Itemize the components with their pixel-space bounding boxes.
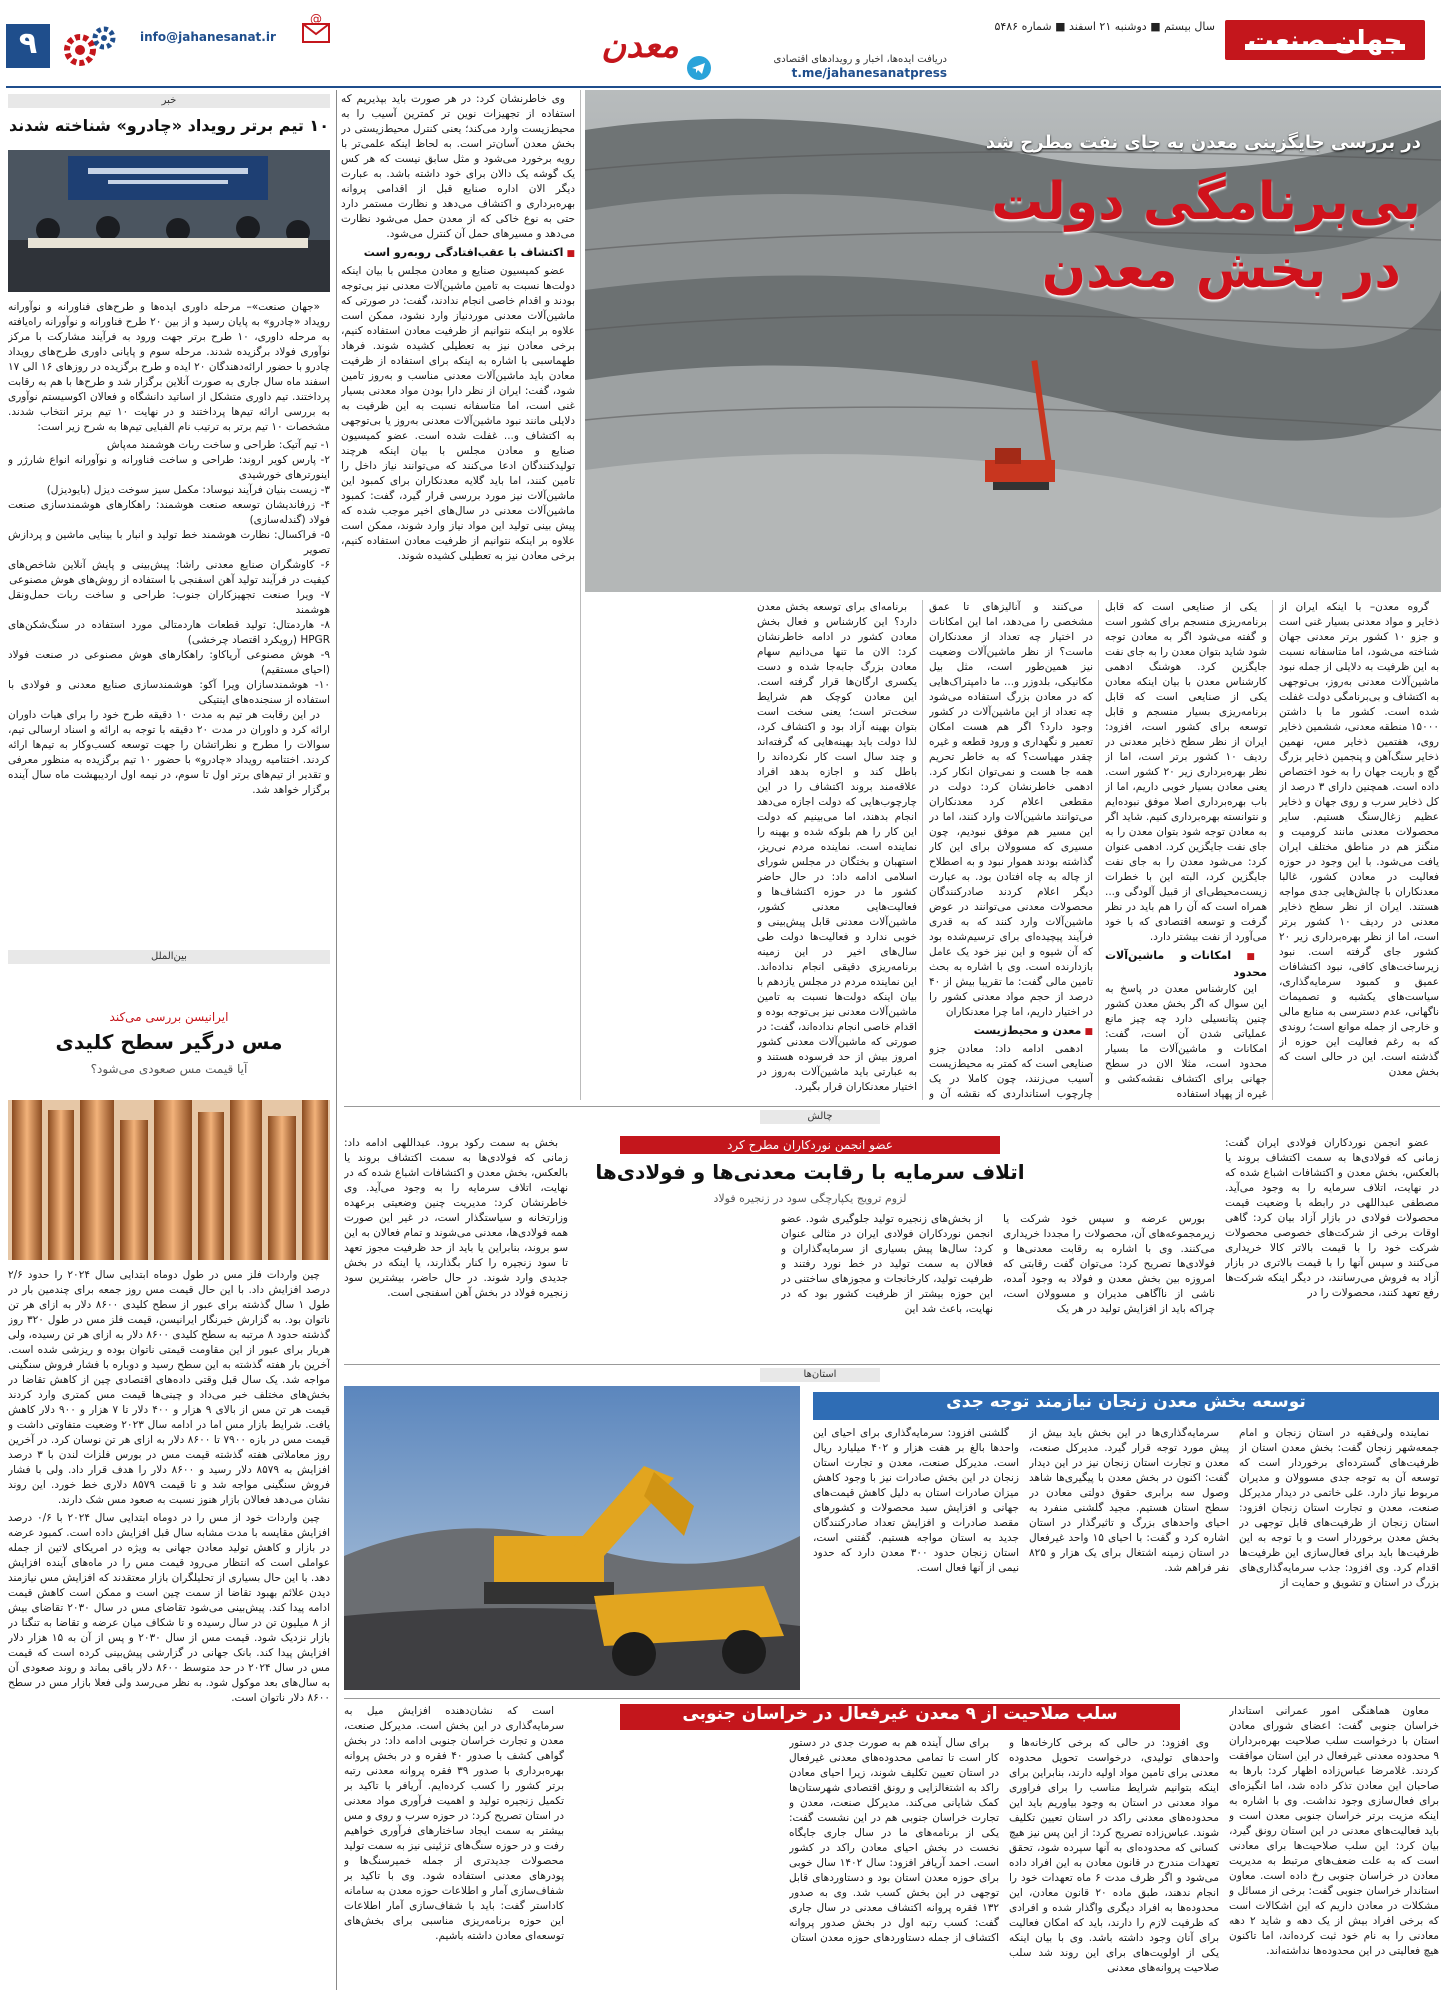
khorasan-column-3 <box>789 1736 999 1992</box>
mine-illustration <box>585 90 1441 592</box>
challenge-column-2 <box>1003 1212 1215 1356</box>
open-pit-mine-photo <box>585 90 1441 592</box>
lead-col5-text: وی خاطرنشان کرد: در هر صورت باید بپذیریم که استفاده از تجهیزات نوین تر کمترین آسیب را به محیط‌زیست وارد می‌کند؛ یعنی کنترل محیط‌زیستی در بخش معدن آسان‌تر است. به لحاظ اینکه علمی‌تر با رویه برخورد می‌شود و مثل سابق نیست که هر کس یک گوشه یک دالان برای خود داشته باشد. به عبارت دیگر الان اداره صنایع قبل از اقدامی پروانه بهره‌برداری و اکتشاف می‌دهد و نظارت مستمر دارد حتی به نوع خاکی که از معدن حمل می‌شود نظارت می‌دهد و مسیرهای حمل آن کنترل می‌شود. <box>341 93 575 240</box>
page-number: ۹ <box>18 26 38 61</box>
zanjan-column-1 <box>1239 1426 1439 1696</box>
lead-column-5 <box>341 92 575 1100</box>
newspaper-logo <box>1225 14 1425 66</box>
copper-headline: مس درگیر سطح کلیدی <box>55 1030 283 1054</box>
zanjan-col3-text: گلشنی افزود: سرمایه‌گذاری برای احیای این واحدها بالغ بر هفت هزار و ۴۰۲ میلیارد ریال است. مدیرکل صنعت، معدن و تجارت استان زنجان در این بخش صادرات نیز با وجود کاهش میزان صادرات استان به دلیل کاهش قیمت‌های جهانی و افزایش سبد محصولات و کشورهای مقصد صادرات و افزایش تعداد صادرکنندگان جدید به استان مواجه هستیم. گفتنی است، استان زنجان حدود ۳۰۰ معدن دارد که حدود نیمی از آنها فعال است. <box>813 1427 1019 1574</box>
excavator-truck-photo <box>344 1386 800 1690</box>
sidebar-body-text: «جهان صنعت»– مرحله داوری ایده‌ها و طرح‌های فناورانه و نوآورانه رویداد «چادرو» به پایان رسید و از بین ۲۰ طرح فناورانه و نوآورانه راه‌یافته به مرحله داوری، ۱۰ طرح برتر جهت ورود به فرآیند مشارکت با مرکز نوآوری فولاد برگزیده شدند. مرحله سوم و پایانی داوری طرح‌های رویداد چادرو با حضور ارائه‌دهندگان ۲۰ ایده و طرح برگزیده در روزهای ۱۶ الی ۱۷ اسفند ماه سال جاری به صورت آنلاین برگزار شد و طرح‌ها با هم به رقابت پرداختند. تیم داوری متشکل از اساتید دانشگاه و فعالان اکوسیستم نوآوری به بررسی ارائه تیم‌ها پرداختند و در نهایت ۱۰ تیم برتر انتخاب شدند. مشخصات ۱۰ تیم برتر به ترتیب نام الفبایی تیم‌ها به شرح زیر است: <box>8 301 330 433</box>
copper-body <box>8 1268 330 1990</box>
khorasan-col3-text: برای سال آینده هم به صورت جدی در دستور کار است تا تمامی محدوده‌های معدنی غیرفعال در استان تعیین تکلیف شوند، زیرا احیای معادن راکد به اشتغالزایی و رونق اقتصادی شهرستان‌ها کمک شایانی می‌کند. مدیرکل صنعت، معدن و تجارت خراسان جنوبی هم در این نشست گفت: یکی از برنامه‌های ما در سال جاری جایگاه نخست در بخش احیای معادن راکد در کشور است. احمد آریافر افزود: سال ۱۴۰۲ سال خوبی برای حوزه معدن استان بود و دستاوردهای قابل توجهی در این بخش کسب شد. وی به صدور ۱۳۲ فقره پروانه اکتشاف معدنی در سال جاری گفت: کسب رتبه اول در بخش صدور پروانه اکتشاف از جمله دستاوردهای حوزه معدن استان <box>789 1737 999 1944</box>
challenge-column-3 <box>781 1212 993 1356</box>
lead-column-4 <box>757 600 917 1100</box>
sidebar-list-item: ۲- پارس کویر اروند: طراحی و ساخت فناورانه و نوآورانه انواع شارژر و اینورترهای خورشیدی <box>8 454 330 481</box>
khorasan-col2-text: وی افزود: در حالی که برخی کارخانه‌ها و واحدهای تولیدی، درخواست تحویل محدوده معدنی برای تامین مواد اولیه دارند، بنابراین برای اینکه بتوانیم شرایط مناسب را برای فراوری مواد معدنی در استان به وجود بیاوریم باید این محدوده‌های معدنی راکد در استان تعیین تکلیف شوند. عباس‌زاده تصریح کرد: از این پس نیز هیچ کسانی که محدوده‌ای به آنها سپرده شود، تحقق تعهدات مندرج در قانون معادن به این افراد داده می‌شود و اگر ظرف مدت ۶ ماه تعهدات خود را انجام ندهند، طبق ماده ۲۰ قانون معادن، این محدوده‌ها به افراد دیگری واگذار شده و افرادی که ظرفیت لازم را دارند، باید که امکان فعالیت برای آنان وجود داشته باشد. وی با بیان اینکه یکی از اولویت‌های برای این روند شد سلب صلاحیت پروانه‌های معدنی <box>1009 1737 1219 1974</box>
challenge-col3-text: از بخش‌های زنجیره تولید جلوگیری شود. عضو انجمن نوردکاران فولادی ایران در مثالی عنوان کرد: سال‌ها پیش بسیاری از سرمایه‌گذاران و فعالان به سمت تولید در خط نورد رفتند و ظرفیت تولید، کارخانجات و مجوزهای ساختنی در این حوزه بیشتر از ظرفیت کشور بود که در نهایت، باعث شد این <box>781 1213 993 1315</box>
lead-headline-line1: بی‌برنامگی دولت <box>991 172 1421 232</box>
zanjan-column-3 <box>813 1426 1019 1696</box>
subhead-environment: ■ معدن و محیط‌زیست <box>929 1023 1093 1040</box>
copper-kicker: ایرانیسن بررسی می‌کند <box>109 1010 229 1024</box>
subhead-discovery: ■ اکتشاف با عقب‌افتادگی روبه‌رو است <box>341 245 575 262</box>
lead-column-1 <box>1279 600 1439 1100</box>
lead-col2-text: یکی از صنایعی است که قابل برنامه‌ریزی منسجم برای کشور است و گفته می‌شود اگر به معادن توجه شود شاید بتوان معدن را به جای نفت جایگزین کرد. هوشنگ ادهمی کارشناس معدن با بیان اینکه معادن یکی از صنایعی است که قابل برنامه‌ریزی بسیار منسجم و قابل توسعه برای کشور است، افزود: ایران از نظر سطح ذخایر معدنی در ردیف ۱۰ کشور برتر است، اما از نظر بهره‌برداری زیر ۲۰ کشور است. یعنی معادن بسیار خوبی داریم، اما از باب بهره‌برداری اصلا موفق نبوده‌ایم و نتوانسته بهره‌برداری کنیم. شاید اگر به معادن توجه شود بتوان معدن را به جای نفت جایگزین کرد. ادهمی عنوان کرد: می‌شود معدن را به جای نفت جایگزین کرد، البته این با خطرات زیست‌محیطی‌ای از قبیل آلودگی و... همراه است که آن را هم باید در نظر گرفت و توسعه اقتصادی که با خود می‌آورد از نفت بیشتر دارد. <box>1105 601 1267 943</box>
lead-col4-text: برنامه‌ای برای توسعه بخش معدن دارد؟ این کارشناس و فعال بخش معادن کشور در ادامه خاطرنشان کرد: الان ما تنها می‌دانیم سهام معادن بزرگ جابه‌جا شده و دست یکسری ارگان‌ها قرار گرفته است. این معادن کوچک هم شرایط سخت‌تر است؛ یعنی سخت است بتوان بهینه آزاد بود و اکتشاف کرد، لذا دولت باید بهینه‌هایی که گرفته‌اند و چند سال است کار نکرده‌اند را باطل کند و اجازه بدهد افراد علاقه‌مند بروند اکتشاف را در این چارچوب‌هایی که دولت اجازه می‌دهد انجام بدهند، اما می‌بینیم که دولت این کار را هم بلوکه شده و بهینه را نماینده است. نماینده مردم نی‌ریز، استهبان و بختگان در مجلس شورای اسلامی ادامه داد: در حال حاضر کشور ما در حوزه اکتشاف‌ها و فعالیت‌هایی معدنی کشور، ماشین‌آلات معدنی قابل پیش‌بینی و خوبی ندارد و فعالیت‌ها دولت طی سال‌های اخیر در این زمینه برنامه‌ریزی دقیقی انجام نداده‌اند. این نماینده مردم در مجلس یازدهم با بیان اینکه دولت‌ها نسبت به تامین ماشین‌آلات معدنی نیز بی‌توجه بوده و اقدام خاصی انجام نداده‌اند، گفت: در صورتی که ماشین‌آلات معدنی کشور امروز بیش از حد فرسوده هستند و به عبارتی باید ماشین‌آلات به‌روز در اختیار معدنکاران قرار بگیرد. <box>757 601 917 1093</box>
challenge-label: چالش <box>760 1110 880 1124</box>
email-address[interactable]: info@jahanesanat.ir <box>140 30 276 44</box>
lead-col2b-text: این کارشناس معدن در پاسخ به این سوال که اگر بخش معدن کشور چنین پتانسیلی دارد چه چیز مانع عملیاتی شدن آن است، گفت: امکانات و ماشین‌آلات ما بسیار محدود است، مثلا الان در سطح جهانی برای اکتشاف نقشه‌کشی و غیره از پهپاد استفاده <box>1105 983 1267 1100</box>
zanjan-col1-text: نماینده ولی‌فقیه در استان زنجان و امام جمعه‌شهر زنجان گفت: بخش معدن استان از ظرفیت‌های گسترده‌ای برخوردار است که توسعه آن به توجه جدی مسوولان و مدیران مربوط نیاز دارد. علی خاتمی در دیدار مدیرکل صنعت، معدن و تجارت استان زنجان افزود: استان زنجان از ظرفیت‌های قابل توجهی در بخش معدن برخوردار است و با توجه به این ظرفیت‌ها باید برای فعال‌سازی این ظرفیت‌ها اقدام کرد. وی افزود: جذب سرمایه‌گذاری‌های بزرگ در استان و تشویق و حمایت از <box>1239 1427 1439 1589</box>
lead-column-3 <box>929 600 1093 1100</box>
sidebar-list-item: ۴- زرفاندیشان توسعه صنعت هوشمند: راهکارهای هوشمندسازی صنعت فولاد (گندله‌سازی) <box>8 499 330 526</box>
sidebar-list-item: ۸- هاردمتال: تولید قطعات هاردمتالی مورد استفاده در سنگ‌شکن‌های HPGR (رویکرد اقتصاد چرخشی) <box>8 619 330 646</box>
sidebar-label: خبر <box>8 94 330 108</box>
challenge-column-4 <box>344 1136 568 1356</box>
challenge-col1-text: عضو انجمن نوردکاران فولادی ایران گفت: زمانی که فولادی‌ها به سمت اکتشاف بروند یا بالعکس، بخش معدن و اکتشافات اشباع شده که در نهایت، اتلاف سرمایه را به وجود می‌آید. مصطفی عبداللهی در رابطه با وضعیت قیمت محصولات فولادی در بازار آزاد بیان کرد: گاهی اوقات برخی از شرکت‌های خصوصی محصولات شرکت خود را با قیمت بالاتر کالا خریداری می‌کنند و سپس آنها را با قیمت بالاتری در بازار آزاد به فروش می‌رسانند، در دیگر اینکه شرکت‌ها رفع تعهد کنند، محصولات را در <box>1225 1137 1439 1299</box>
zanjan-col2-text: سرمایه‌گذاری‌ها در این بخش باید بیش از پیش مورد توجه قرار گیرد. مدیرکل صنعت، معدن و تجارت استان زنجان نیز در این دیدار گفت: اکنون در بخش معدن با پیگیری‌ها شاهد وصول سه برابری حقوق دولتی معادن در سطح استان هستیم. مجید گلشنی منفرد به احیای واحدهای بزرگ و تاثیرگذار در استان اشاره کرد و گفت: با احیای ۱۵ واحد غیرفعال در استان زمینه اشتغال برای یک هزار و ۸۲۵ نفر فراهم شد. <box>1029 1427 1229 1574</box>
svg-text:@: @ <box>310 14 322 26</box>
meeting-photo <box>8 150 330 292</box>
zanjan-headline: توسعه بخش معدن زنجان نیازمند توجه جدی <box>813 1392 1439 1420</box>
section-title: معدن <box>601 26 679 66</box>
sidebar-body2-text: در این رقابت هر تیم به مدت ۱۰ دقیقه طرح خود را برای هیات داوران ارائه کرد و داوران در مدت ۲۰ دقیقه با توجه به ارائه و اسناد ارسالی تیم، سوالات را مطرح و نظراتشان را جهت توسعه کسب‌وکار به تیم‌ها ارائه کردند. اختتامیه رویداد «چادرو» با حضور ۱۰ تیم برگزیده به منظور معرفی و تقدیر از تیم‌های برتر اول تا سوم، در نیمه اول اردیبهشت ماه سال آینده برگزار خواهد شد. <box>8 709 330 796</box>
lead-col3-text: می‌کنند و آنالیزهای تا عمق مشخصی را می‌دهد، اما این امکانات در اختیار چه تعداد از معدنکاران ماست؟ از نظر ماشین‌آلات وضعیت نیز همین‌طور است، مثل بیل مکانیکی، بلدوزر و... ما دامپتراک‌هایی که در معادن بزرگ استفاده می‌شود چه تعداد از این ماشین‌آلات در کشور وجود دارد؟ اگر هم هست امکان تعمیر و نگهداری و ورود قطعه و غیره چقدر مهیاست؟ که به خاطر تحریم همه جا هست و نمی‌توان انکار کرد. ادهمی خاطرنشان کرد: دولت در مقطعی اعلام کرد معدنکاران می‌توانند ماشین‌آلات وارد کنند، اما در این مسیر هم موفق نبودیم، چون مسیری که مسوولان برای این کار گذاشته بودند هموار نبود و به اصطلاح از چاله به چاه افتادن بود. به عبارت دیگر اعلام کردند صادرکنندگان محصولات معدنی می‌توانند در عوض ماشین‌آلات وارد کنند که به قدری فرآیند پیچیده‌ای برای ترسیم‌شده بود که آن شیوه و این نیز خود یک عامل بازدارنده است. وی با اشاره به بحث تامین مالی گفت: ما تقریبا بیش از ۴۰ درصد از حجم مواد معدنی کشور را در اختیار داریم، اما چرا معدنکاران <box>929 601 1093 1018</box>
sidebar-list-item: ۱۰- هوشمندسازان ویرا آکو: هوشمندسازی صنایع معدنی و فولادی با استفاده از سنجنده‌های اینتیکی <box>8 679 330 706</box>
copper-section-label: بین‌الملل <box>8 950 330 964</box>
lead-col3b-text: ادهمی ادامه داد: معادن جزو صنایعی است که کمتر به محیط‌زیست آسیب می‌زنند، چون کاملا در یک چارچوب استانداردی که نقشه آن و <box>929 1043 1093 1100</box>
email-icon <box>300 14 332 48</box>
sidebar-body <box>8 300 330 940</box>
telegram-link[interactable]: t.me/jahanesanatpress <box>791 66 947 80</box>
masthead <box>0 0 1447 88</box>
issue-line: سال بیستم ■ دوشنبه ۲۱ اسفند ■ شماره ۵۴۸۶ <box>994 20 1215 33</box>
copper-pipes-photo <box>8 1100 330 1260</box>
khorasan-column-1 <box>1229 1704 1439 1992</box>
sidebar-list-item: ۹- هوش مصنوعی آریاکاو: راهکارهای هوش مصنوعی در صنعت فولاد (احیای مستقیم) <box>8 649 330 676</box>
challenge-kicker: عضو انجمن نوردکاران مطرح کرد <box>620 1136 1000 1154</box>
challenge-headline: اتلاف سرمایه با رقابت معدنی‌ها و فولادی‌ها <box>595 1160 1025 1184</box>
zanjan-column-2 <box>1029 1426 1229 1696</box>
sidebar-list-item: ۱- تیم آتیک: طراحی و ساخت ربات هوشمند مه‌پاش <box>106 439 330 451</box>
lead-kicker: در بررسی جایگزینی معدن به جای نفت مطرح شد <box>985 132 1421 153</box>
copper-body2-text: چین واردات خود از مس را در دوماه ابتدایی سال ۲۰۲۴ با ۰/۶ درصد افزایش مقایسه با مدت مشابه سال قبل افزایش داده است. کمبود عرضه در بازار و کاهش تولید معادن جهانی به ویژه در امریکای لاتین از جمله عواملی است که انتظار می‌رود قیمت مس را در ماه‌های آینده افزایش دهد. با این حال بسیاری از تحلیلگران بازار معتقدند که افزایش مس نیازمند دیدن علائم بهبود تقاضا از سمت چین است و ممکن است کاهش قیمت ادامه پیدا کند. پیش‌بینی می‌شود تقاضای مس در سال ۲۰۳۰ تقاضای بیش از ۸ میلیون تن در سال رسیده و تا شکاف میان عرضه و تقاضا به تنگنا در بازار نزدیک شود. قیمت مس از سال ۲۰۳۰ و پس از آن به ۱۵ هزار دلار افزایش پیدا کند. بانک جهانی در گزارشی پیش‌بینی کرده است که قیمت مس در سال ۲۰۲۴ در حد متوسط ۸۶۰۰ دلار باقی بماند و روند صعودی آن به سال‌های بعد موکول شود. به نظر می‌رسد ولی فعلا بازار مس در سطح ۸۶۰۰ دلار ناتوان است. <box>8 1512 330 1704</box>
khorasan-column-4 <box>344 1704 564 1992</box>
sidebar-headline: ۱۰ تیم برتر رویداد «چادرو» شناخته شدند <box>9 116 329 135</box>
sidebar-list-item: ۳- زیست بنیان فرآیند نیوساد: مکمل سیز سوخت دیزل (بایودیزل) <box>46 484 330 496</box>
provinces-label: استان‌ها <box>760 1368 880 1382</box>
subhead-machinery: ■ امکانات و ماشین‌آلات محدود <box>1105 948 1267 980</box>
challenge-column-1 <box>1225 1136 1439 1356</box>
telegram-caption: دریافت ایده‌ها، اخبار و رویدادهای اقتصادی <box>773 54 947 65</box>
sidebar-list-item: ۶- کاوشگران صنایع معدنی راشا: پیش‌بینی و پایش آنلاین شاخص‌های کیفیت در فرآیند تولید آهن اسفنجی با استفاده از روش‌های هوش مصنوعی <box>8 559 330 586</box>
challenge-col4-text: بخش به سمت رکود برود. عبداللهی ادامه داد: زمانی که فولادی‌ها به سمت اکتشاف بروند یا بالعکس، بخش معدن و اکتشافات اشباع شده که در نهایت، اتلاف سرمایه را به وجود می‌آید. وی خاطرنشان کرد: مدیریت چنین وضعیتی برعهده وزارتخانه و سیاستگذار است، در غیر این صورت همه فولادی‌ها، معدنی می‌شوند و تمام فعالان به این سو بروند، بنابراین یا باید از حد ظرفیت مجوز تعهد تا سود زنجیره را کنار بگذارند، یا اینکه در بخش جدیدی وارد شوند. در حال حاضر، بیشترین سود زنجیره فولاد در بخش آهن اسفنجی است. <box>344 1137 568 1299</box>
logo-text: جهان صنعت <box>1247 26 1403 56</box>
lead-col5b-text: عضو کمیسیون صنایع و معادن مجلس با بیان اینکه دولت‌ها نسبت به تامین ماشین‌آلات معدنی نیز بی‌توجه بودند و اقدام خاصی انجام ندادند، گفت: در صورتی که ماشین‌آلات معدنی موردنیاز وارد نشود، ممکن است علاوه بر اینکه نتوانیم از ظرفیت معادن استفاده کنیم، برخی معادن نیز به تعطیلی کشیده شوند. فرهاد طهماسبی با اشاره به اینکه برای استفاده از ظرفیت معادن باید ماشین‌آلات معدنی مناسب و به‌روز تامین شود، گفت: ایران از نظر دارا بودن مواد معدنی بسیار غنی است، اما متاسفانه نسبت به این ظرفیت به دلایلی مانند نبود ماشین‌آلات معدنی به‌روز یا بی‌توجهی به اکتشاف و... غفلت شده است. عضو کمیسیون صنایع و معادن مجلس با بیان اینکه هرچند تولیدکنندگان ادعا می‌کنند که می‌توانند نیاز داخل را تامین کنند، اما باید گلایه معدنکاران برای کمبود این ماشین‌آلات نیز مورد بررسی قرار گیرد، گفت: کمبود ماشین‌آلات معدنی در سال‌های اخیر موجب شده که پیش بینی تولید این مواد نیاز وارد شوند، ممکن است علاوه بر اینکه نتوانیم از ظرفیت معادن استفاده کنیم، برخی معادن نیز به تعطیلی کشیده شوند. <box>341 265 575 562</box>
khorasan-headline: سلب صلاحیت از ۹ معدن غیرفعال در خراسان جنوبی <box>620 1704 1180 1730</box>
header-rule <box>6 86 1441 88</box>
sidebar-list-item: ۷- ویرا صنعت تجهیزکاران جنوب: طراحی و ساخت ربات حمل‌ونقل هوشمند <box>8 589 330 616</box>
gear-icon <box>58 22 118 72</box>
lead-column-2 <box>1105 600 1267 1100</box>
khorasan-col1-text: معاون هماهنگی امور عمرانی استاندار خراسان جنوبی گفت: اعضای شورای معادن استان با درخواست سلب صلاحیت بهره‌برداران ۹ محدوده معدنی غیرفعال در این استان موافقت کردند. غلامرضا عباس‌زاده اظهار کرد: بارها به صاحبان این معادن تذکر داده شد، اما انگیزه‌ای برای فعال‌سازی وجود نداشت. وی با اشاره به اینکه مزیت برتر خراسان جنوبی معدن است و باید فعالیت‌های معدنی در این استان رونق گیرد، بیان کرد: این سلب صلاحیت‌ها برای معادنی است که به علت ضعف‌های مرتبط به مدیریت معادن در خراسان جنوبی رخ داده است. معاون استاندار خراسان جنوبی گفت: برخی از مسائل و مشکلات در معادن داریم که این اشکالات است که برخی افراد بیش از یک دهه و شاید ۲ دهه معادنی را به نام خود ثبت کرده‌اند، اما تاکنون هیچ فعالیتی در این محدوده‌ها نداشته‌اند. <box>1229 1705 1439 1957</box>
challenge-col2-text: بورس عرضه و سپس خود شرکت یا زیرمجموعه‌های آن، محصولات را مجددا خریداری می‌کنند. وی با اشاره به رقابت معدنی‌ها و فولادی‌ها تصریح کرد: می‌توان گفت رقابتی که امروزه بین بخش معدن و فولاد به وجود آمده، ناشی از ناآگاهی مدیران و مسوولان است، چراکه باید از افزایش تولید در هر یک <box>1003 1213 1215 1315</box>
copper-subhead: آیا قیمت مس صعودی می‌شود؟ <box>90 1062 248 1076</box>
challenge-subhead: لزوم ترویج یکپارچگی سود در زنجیره فولاد <box>713 1192 907 1205</box>
lead-col1-text: گروه معدن– با اینکه ایران از ذخایر و مواد معدنی بسیار غنی است و جزو ۱۰ کشور برتر معدنی جهان شناخته می‌شود، اما متاسفانه نسبت به این ظرفیت به دلایلی از جمله نبود ماشین‌آلات معدنی به‌روز، بی‌توجهی به اکتشاف و بی‌برنامگی دولت غفلت شده است. کشور ما با داشتن ۱۵۰۰۰ منطقه معدنی، ششمین ذخایر روی، هفتمین ذخایر مس، نهمین ذخایر سنگ‌آهن و پنجمین ذخایر بزرگ گچ و باریت جهان را به خود اختصاص داده است. همچنین دارای ۳ درصد از کل ذخایر سرب و روی جهان و ذخایر عظیم زغال‌سنگ هستیم. سایر محصولات معدنی مانند کرومیت و منگنز هم در مناطق مختلف ایران یافت می‌شود. با این وجود در حوزه فعالیت در معادن کشور، غالبا معدنکاران با چالش‌هایی جدی مواجه هستند. ایران از نظر سطح ذخایر معدنی در ردیف ۱۰ کشور برتر است، اما از نظر بهره‌برداری زیر ۲۰ کشور جای گرفته است. نبود زیرساخت‌های کافی، نبود اکتشافات عمیق و کمبود سرمایه‌گذاری، سیاست‌های یکشبه و تصمیمات ناگهانی، عدم دسترسی به منابع مالی و خارجی از جمله موانع است؛ روندی که به رغم فعالیت این حوزه از گذشته است. این در حالی است که بخش معدن <box>1279 601 1439 1078</box>
khorasan-column-2 <box>1009 1736 1219 1992</box>
copper-body-text: چین واردات فلز مس در طول دوماه ابتدایی سال ۲۰۲۴ را حدود ۲/۶ درصد افزایش داد. با این حال قیمت مس روز جمعه برای چندمین بار در طول ۱ سال گذشته برای عبور از سطح کلیدی ۸۶۰۰ دلار به ازای هر تن ناتوان بود. به گزارش خبرنگار ایرانیسن، قیمت فلز مس در طول ۳۲۰ روز گذشته حدود ۸ مرتبه به سطح کلیدی ۸۶۰۰ دلار به ازای هر تن رسیده، ولی هربار برای عبور از این مقاومت قیمتی ناتوان بوده و ریزشی شده است. آخرین بار هفته گذشته به این سطح رسید و دوباره با فشار فروش سنگینی مواجه شد. یک سال قبل وقتی داده‌های اقتصادی چین از کاهش تقاضا در بخش‌های مختلف خبر می‌داد و چینی‌ها قیمت مس کمتری وارد کردند قیمت هر تن مس از بالای ۹ هزار و ۴۰۰ دلار تا ۷ هزار و ۹۰۰ دلار کاهش یافت. شرایط بازار مس اما در ادامه سال ۲۰۲۳ وضعیت متفاوتی داشت و قیمت مس در بازه ۷۹۰۰ تا ۸۶۰۰ دلار به ازای هر تن نوسان کرد. در آخرین روز معاملاتی هفته گذشته قیمت مس در بورس فلزات لندن با ۳ درصد افزایش به ۸۵۷۹ دلار رسید و ۸۶۰۰ دلار را هدف قرار داد. ولی با فشار فروش سنگینی مواجه شد و تا قیمت ۸۵۷۹ دلاری خط خورد. این روند نشان می‌دهد فعالان بازار هنوز نسبت به صعود مس شک دارند. <box>8 1269 330 1506</box>
sidebar-list-item: ۵- فراکسال: نظارت هوشمند خط تولید و انبار با بینایی ماشین و پردازش تصویر <box>8 529 330 556</box>
lead-headline-line2: در بخش معدن <box>1041 240 1401 300</box>
khorasan-col4-text: است که نشان‌دهنده افزایش میل به سرمایه‌گذاری در این بخش است. مدیرکل صنعت، معدن و تجارت خراسان جنوبی ادامه داد: در بخش گواهی کشف با صدور ۴۰ فقره و در بخش پروانه بهره‌برداری با صدور ۳۹ فقره پروانه معدنی رتبه برتر کشور را کسب کرده‌ایم. آریافر با تاکید بر تکمیل زنجیره تولید و اهمیت فرآوری مواد معدنی در استان تصریح کرد: در حوزه سرب و روی و مس بیشتر به سمت ایجاد ساختارهای فرآوری خواهیم رفت و در حوزه سنگ‌های تزئینی نیز به سمت تولید محصولات جدیدتری از جمله خمیرسنگ‌ها و پودرهای معدنی استفاده شود. وی با تاکید بر شفاف‌سازی آمار و اطلاعات حوزه معدن به سامانه کاداستر گفت: باید با شفاف‌سازی آمار اطلاعات این حوزه برنامه‌ریزی مناسبی برای بخش‌های توسعه‌ای معادن داشته باشیم. <box>344 1705 564 1942</box>
